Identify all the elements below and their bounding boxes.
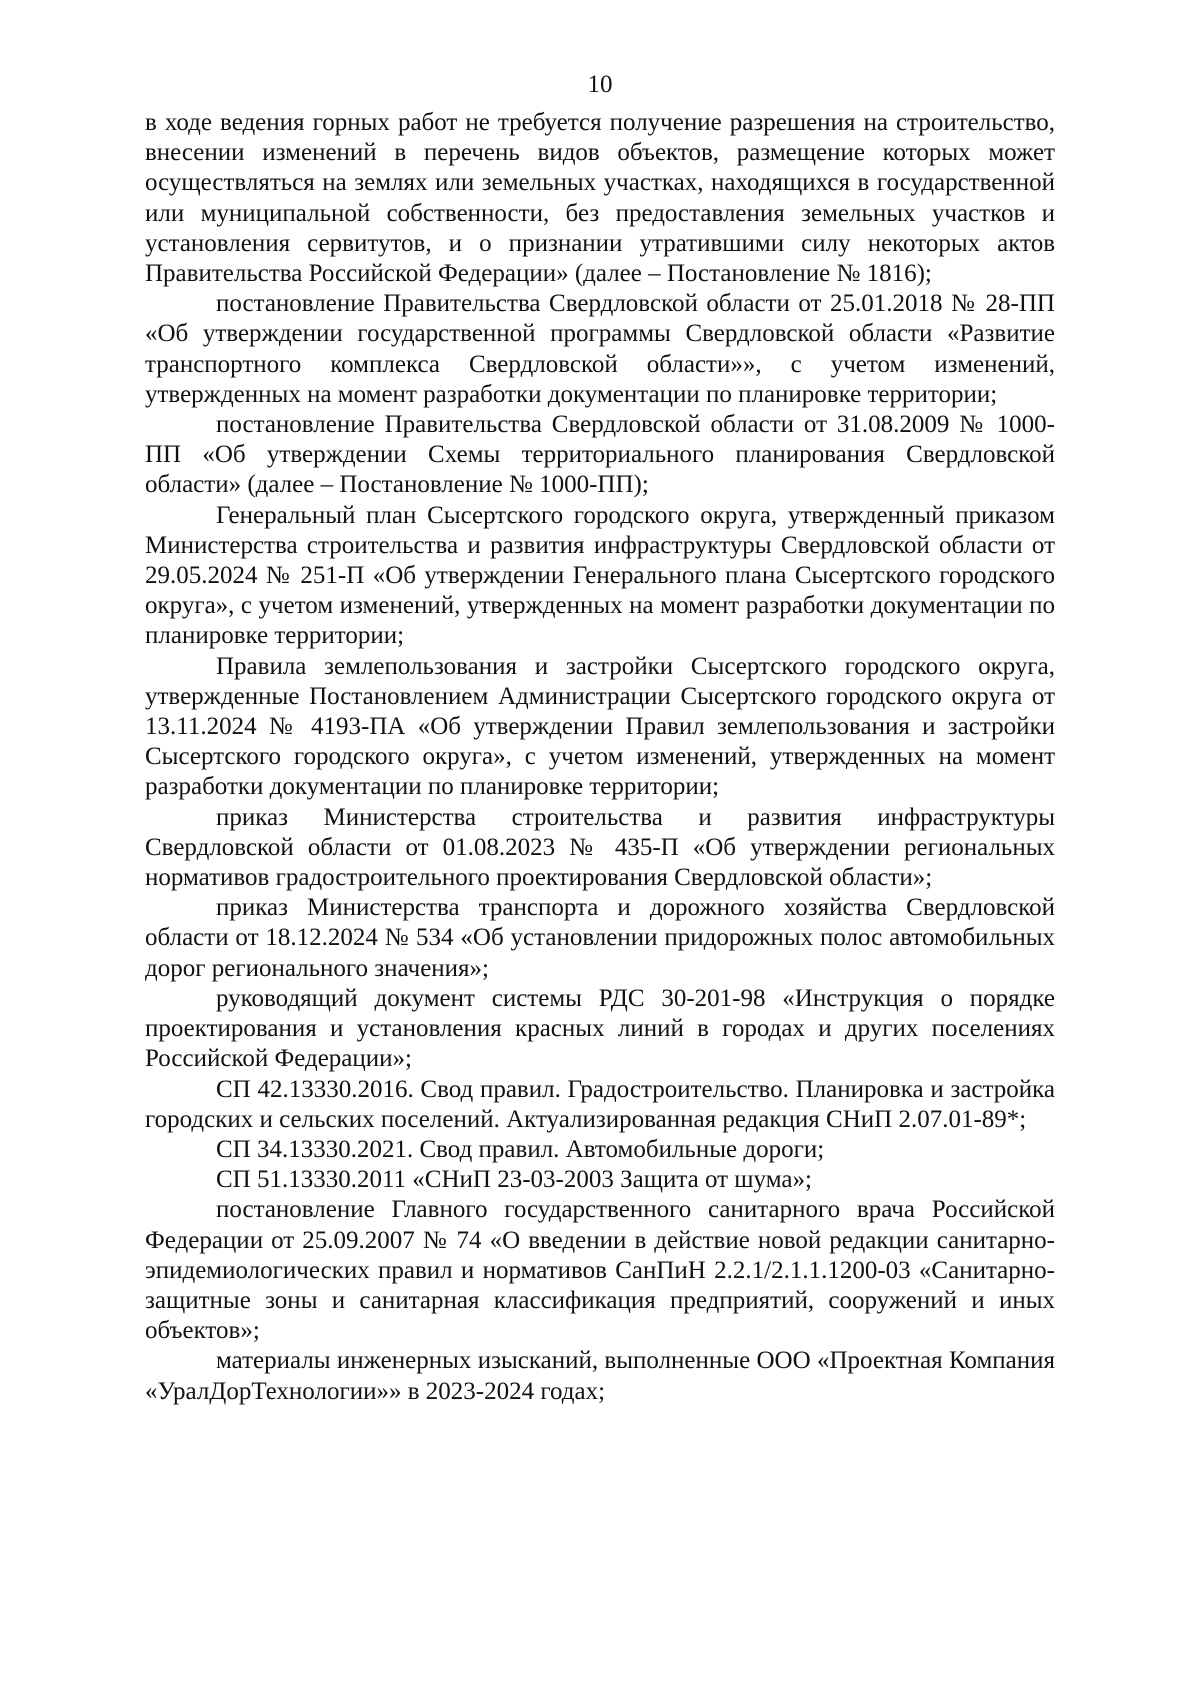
paragraph-survey-materials: материалы инженерных изысканий, выполненные ООО «Проектная Компания «УралДорТехнологии»» в 2023-2024 годах; bbox=[145, 1347, 1055, 1405]
paragraph-order-435p: приказ Министерства строительства и развития инфраструктуры Свердловской области от 01.08.2023 № 435-П «Об утверждении региональных нормативов градостроительного проектирования Свердловской области»; bbox=[145, 803, 1055, 892]
paragraph-continuation: в ходе ведения горных работ не требуется получение разрешения на строительство, внесении изменений в перечень видов объектов, размещение которых может осуществляться на землях или земельных участках, находящихся в государственной или муниципальной собственности, без предоставления земельных участков и установления сервитутов, и о признании утратившими силу некоторых актов Правительства Российской Федерации» (далее – Постановление № 1816); bbox=[145, 109, 1055, 288]
paragraph-general-plan: Генеральный план Сысертского городского округа, утвержденный приказом Министерства строительства и развития инфраструктуры Свердловской области от 29.05.2024 № 251-П «Об утверждении Генерального плана Сысертского городского округа», с учетом изменений, утвержденных на момент разработки документации по планировке территории; bbox=[145, 501, 1055, 650]
paragraph-sanpin: постановление Главного государственного санитарного врача Российской Федерации от 25.09.2007 № 74 «О введении в действие новой редакции санитарно-эпидемиологических правил и нормативов СанПиН 2.2.1/2.1.1.1200-03 «Санитарно-защитные зоны и санитарная классификация предприятий, сооружений и иных объектов»; bbox=[145, 1196, 1055, 1345]
paragraph-sp-42: СП 42.13330.2016. Свод правил. Градостроительство. Планировка и застройка городских и сельских поселений. Актуализированная редакция СНиП 2.07.01-89*; bbox=[145, 1075, 1055, 1133]
page-number: 10 bbox=[587, 71, 613, 98]
document-body bbox=[145, 108, 1055, 1407]
paragraph-sverdlovsk-1000pp: постановление Правительства Свердловской области от 31.08.2009 № 1000-ПП «Об утверждении Схемы территориального планирования Свердловской области» (далее – Постановление № 1000-ПП); bbox=[145, 411, 1055, 499]
paragraph-land-use-rules: Правила землепользования и застройки Сысертского городского округа, утвержденные Постановлением Администрации Сысертского городского округа от 13.11.2024 № 4193-ПА «Об утверждении Правил землепользования и застройки Сысертского городского округа», с учетом изменений, утвержденных на момент разработки документации по планировке территории; bbox=[145, 652, 1055, 801]
paragraph-order-534: приказ Министерства транспорта и дорожного хозяйства Свердловской области от 18.12.2024 № 534 «Об установлении придорожных полос автомобильных дорог регионального значения»; bbox=[145, 894, 1055, 982]
paragraph-sp-51: СП 51.13330.2011 «СНиП 23-03-2003 Защита от шума»; bbox=[216, 1166, 812, 1194]
paragraph-rds-30-201-98: руководящий документ системы РДС 30-201-98 «Инструкция о порядке проектирования и установления красных линий в городах и других поселениях Российской Федерации»; bbox=[145, 984, 1055, 1073]
paragraph-sverdlovsk-28pp: постановление Правительства Свердловской области от 25.01.2018 № 28-ПП «Об утверждении государственной программы Свердловской области «Развитие транспортного комплекса Свердловской области»», с учетом изменений, утвержденных на момент разработки документации по планировке территории; bbox=[145, 290, 1055, 408]
paragraph-sp-34: СП 34.13330.2021. Свод правил. Автомобильные дороги; bbox=[216, 1135, 825, 1163]
